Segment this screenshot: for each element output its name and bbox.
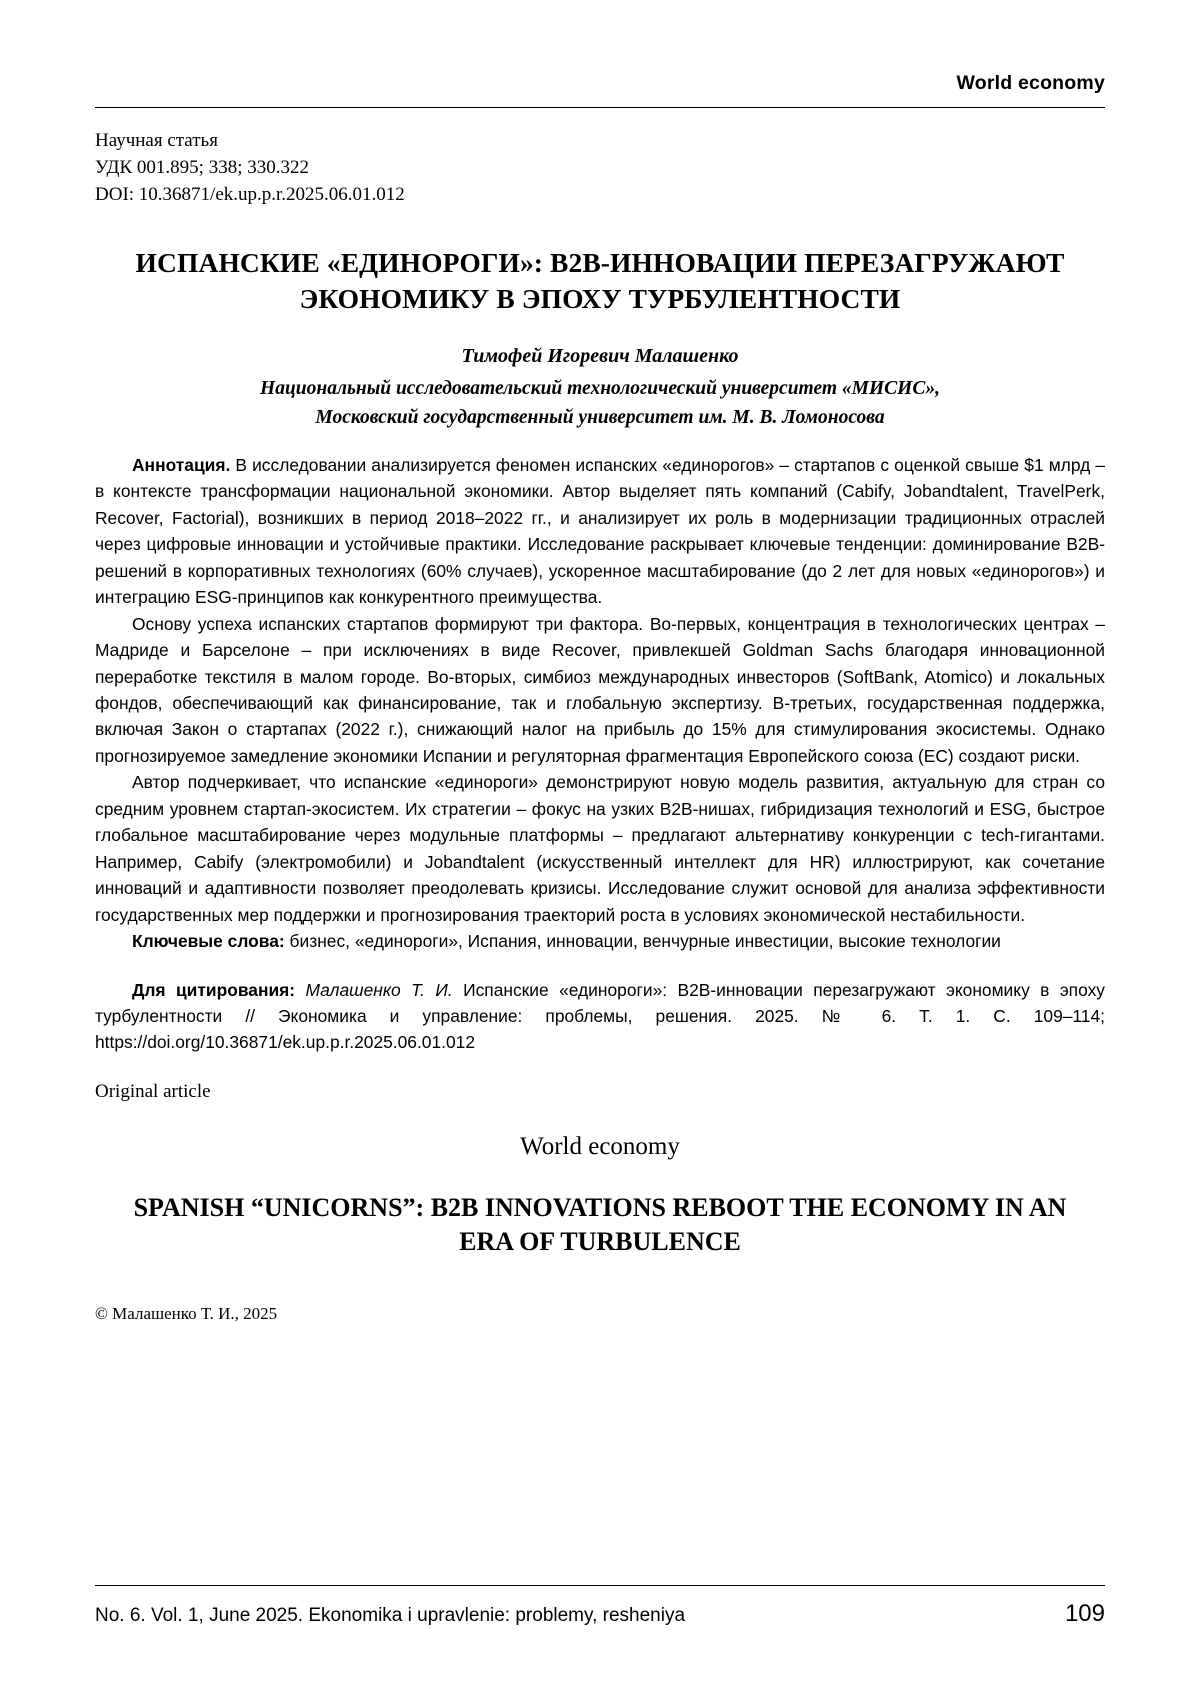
section-heading-en: World economy <box>520 1132 680 1160</box>
page-number: 109 <box>1064 1600 1105 1627</box>
abstract-label: Аннотация. <box>132 454 231 475</box>
citation-author: Малашенко Т. И. <box>305 979 453 1000</box>
running-head: World economy <box>956 72 1105 94</box>
article-type: Научная статья <box>95 130 218 151</box>
affiliation <box>95 375 1105 432</box>
page-title-en: SPANISH “UNICORNS”: B2B INNOVATIONS REBOOT THE ECONOMY IN AN ERA OF TURBULENCE <box>133 1192 1067 1256</box>
keywords-label: Ключевые слова: <box>132 931 285 952</box>
abstract-paragraph-1 <box>95 452 1105 611</box>
keywords-text: бизнес, «единороги», Испания, инновации, венчурные инвестиции, высокие технологии <box>289 931 1001 952</box>
copyright-notice: © Малашенко Т. И., 2025 <box>95 1304 278 1324</box>
citation-text: Испанские «единороги»: B2B-инновации перезагружают экономику в эпоху турбулентности // Экономика и управление: проблемы, решения. 2025. № 6. Т. 1. С. 109–114; https://doi.org/10.36871/ek.up.p.r.2025.06.01.012 <box>95 979 1105 1052</box>
author-name: Тимофей Игоревич Малашенко <box>461 345 739 368</box>
citation-block <box>95 977 1105 1055</box>
udk-code: УДК 001.895; 338; 330.322 <box>95 156 309 178</box>
header-divider <box>95 107 1105 108</box>
citation-paragraph <box>95 977 1105 1055</box>
original-article-label: Original article <box>95 1080 211 1102</box>
doi-code: DOI: 10.36871/ek.up.p.r.2025.06.01.012 <box>95 183 405 205</box>
affiliation-line-2: Московский государственный университет им. М. В. Ломоносова <box>315 406 885 428</box>
footer-journal-info: No. 6. Vol. 1, June 2025. Ekonomika i upravlenie: problemy, resheniya <box>95 1605 686 1626</box>
article-meta <box>95 128 1105 209</box>
abstract-paragraph-2: Основу успеха испанских стартапов формируют три фактора. Во-первых, концентрация в технологических центрах – Мадриде и Барселоне – при исключениях в виде Recover, привлекшей Goldman Sachs благодаря инновационной переработке текстиля в малом городе. Во-вторых, симбиоз международных инвесторов (SoftBank, Atomico) и локальных фондов, обеспечивающий как финансирование, так и глобальную экспертизу. В-третьих, государственная поддержка, включая Закон о стартапах (2022 г.), снижающий налог на прибыль до 15% для стимулирования экосистемы. Однако прогнозируемое замедление экономики Испании и регуляторная фрагментация Европейского союза (ЕС) создают риски. <box>95 613 1105 766</box>
affiliation-line-1: Национальный исследовательский технологический университет «МИСИС», <box>260 378 940 400</box>
abstract-paragraph-3: Автор подчеркивает, что испанские «единороги» демонстрируют новую модель развития, актуальную для стран со средним уровнем стартап-экосистем. Их стратегии – фокус на узких B2B-нишах, гибридизация технологий и ESG, быстрое глобальное масштабирование через модульные платформы – предлагают альтернативу конкуренции с tech-гигантами. Например, Cabify (электромобили) и Jobandtalent (искусственный интеллект для HR) иллюстрируют, как сочетание инноваций и адаптивности позволяет преодолевать кризисы. Исследование служит основой для анализа эффективности государственных мер поддержки и прогнозирования траекторий роста в условиях экономической нестабильности. <box>95 772 1105 925</box>
page-footer <box>95 1573 1105 1628</box>
keywords-paragraph <box>95 928 1105 954</box>
abstract-section <box>95 452 1105 955</box>
page-title-ru: ИСПАНСКИЕ «ЕДИНОРОГИ»: B2B-ИННОВАЦИИ ПЕРЕЗАГРУЖАЮТ ЭКОНОМИКУ В ЭПОХУ ТУРБУЛЕНТНОСТИ <box>135 246 1065 314</box>
footer-divider <box>95 1585 1105 1586</box>
citation-label: Для цитирования: <box>132 979 296 1000</box>
abstract-text-1: В исследовании анализируется феномен испанских «единорогов» – стартапов с оценкой свыше $1 млрд – в контексте трансформации национальной экономики. Автор выделяет пять компаний (Cabify, Jobandtalent, TravelPerk, Recover, Factorial), возникших в период 2018–2022 гг., и анализирует их роль в модернизации традиционных отраслей через цифровые инновации и устойчивые практики. Исследование раскрывает ключевые тенденции: доминирование B2B-решений в корпоративных технологиях (60% случаев), ускоренное масштабирование (до 2 лет для новых «единорогов») и интеграцию ESG-принципов как конкурентного преимущества. <box>95 454 1105 608</box>
